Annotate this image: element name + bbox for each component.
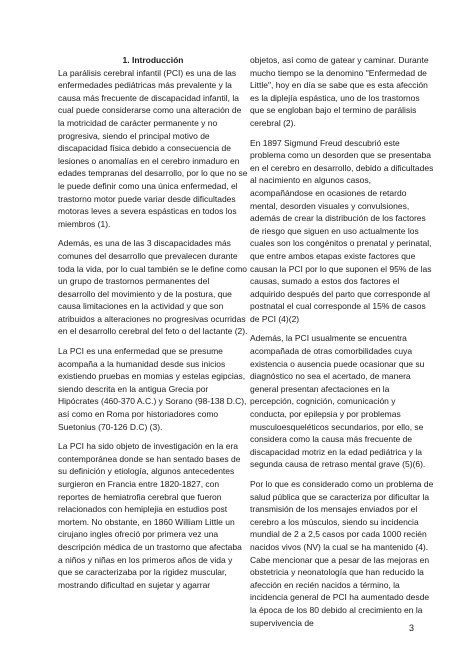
paragraph: La PCI es una enfermedad que se presume acompaña a la humanidad desde sus inicios existiendo pruebas en momias y estelas egipcias, siendo descrita en la antigua Grecia por Hipócrates (460-370 A.C.) y Sorano (98-138 D.C), así como en Roma por historiadores como Suetonius (70-126 D.C) (3). xyxy=(58,346,247,432)
paragraph: Por lo que es considerado como un problema de salud pública que se caracteriza por dificultar la transmisión de los mensajes enviados por el cerebro a los músculos, siendo su incidencia mundial de 2 a 2,5 casos por cada 1000 recién nacidos vivos (NV) la cual se ha mantenido (4). Cabe mencionar que a pesar de las mejoras en obstetricia y neonatología que han reducido la afección en recién nacidos a término, la incidencia general de PCI ha aumentado desde la época de los 80 debido al crecimiento en la supervivencia de xyxy=(250,479,434,628)
page-number: 3 xyxy=(409,623,415,633)
right-column xyxy=(250,54,434,636)
paragraph: objetos, así como de gatear y caminar. Durante mucho tiempo se la denomino "Enfermedad de Little", hoy en día se sabe que es esta afección es la diplejía espástica, uno de los trastornos que se engloban bajo el termino de parálisis cerebral (2). xyxy=(250,55,429,128)
paragraph: Además, es una de las 3 discapacidades más comunes del desarrollo que prevalecen durante toda la vida, por lo cual también se le define como un grupo de trastornos permanentes del desarrollo del movimiento y de la postura, que causa limitaciones en la actividad y que son atribuidos a alteraciones no progresivas ocurridas en el desarrollo cerebral del feto o del lactante (2). xyxy=(58,238,248,337)
left-column xyxy=(58,54,248,598)
paragraph: Además, la PCI usualmente se encuentra acompañada de otras comorbilidades cuya existencia o ausencia puede ocasionar que su diagnóstico no sea el acertado, de manera general presentan afectaciones en la percepción, cognición, comunicación y conducta, por epilepsia y por problemas musculoesqueléticos secundarios, por ello, se considera como la causa más frecuente de discapacidad motriz en la edad pediátrica y la segunda causa de retraso mental grave (5)(6). xyxy=(250,333,426,470)
paragraph: En 1897 Sigmund Freud descubrió este problema como un desorden que se presentaba en el cerebro en desarrollo, debido a dificultades al nacimiento en algunos casos, acompañándose en ocasiones de retardo mental, desorden visuales y convulsiones, además de crear la distribución de los factores de riesgo que siguen en uso actualmente los cuales son los congénitos o prenatal y perinatal, que entre ambos etapas existe factores que causan la PCI por lo que suponen el 95% de las causas, sumado a estos dos factores el adquirido después del parto que corresponde al postnatal el cual corresponde al 15% de casos de PCI (4)(2) xyxy=(250,137,434,324)
paragraph: La parálisis cerebral infantil (PCI) es una de las enfermedades pediátricas más prevalente y la causa más frecuente de discapacidad infantil, la cual puede considerarse como una alteración de la motricidad de carácter permanente y no progresiva, siendo el principal motivo de discapacidad física debido a consecuencia de lesiones o anomalías en el cerebro inmaduro en edades tempranas del desarrollo, por lo que no se le puede definir como una única enfermedad, el trastorno motor puede variar desde dificultades motoras leves a severa espásticas en todos los miembros (1). xyxy=(58,67,248,229)
section-heading: 1. Introducción xyxy=(122,55,184,65)
paragraph: La PCI ha sido objeto de investigación en la era contemporánea donde se han sentado bases de su definición y etiología, algunos antecedentes surgieron en Francia entre 1820-1827, con reportes de hemiatrofia cerebral que fueron relacionados con hemiplejia en estudios post mortem. No obstante, en 1860 William Little un cirujano ingles ofreció por primera vez una descripción médica de un trastorno que afectaba a niños y niñas en los primeros años de vida y que se caracterizaba por la rigidez muscular, mostrando dificultad en sujetar y agarrar xyxy=(58,441,242,590)
